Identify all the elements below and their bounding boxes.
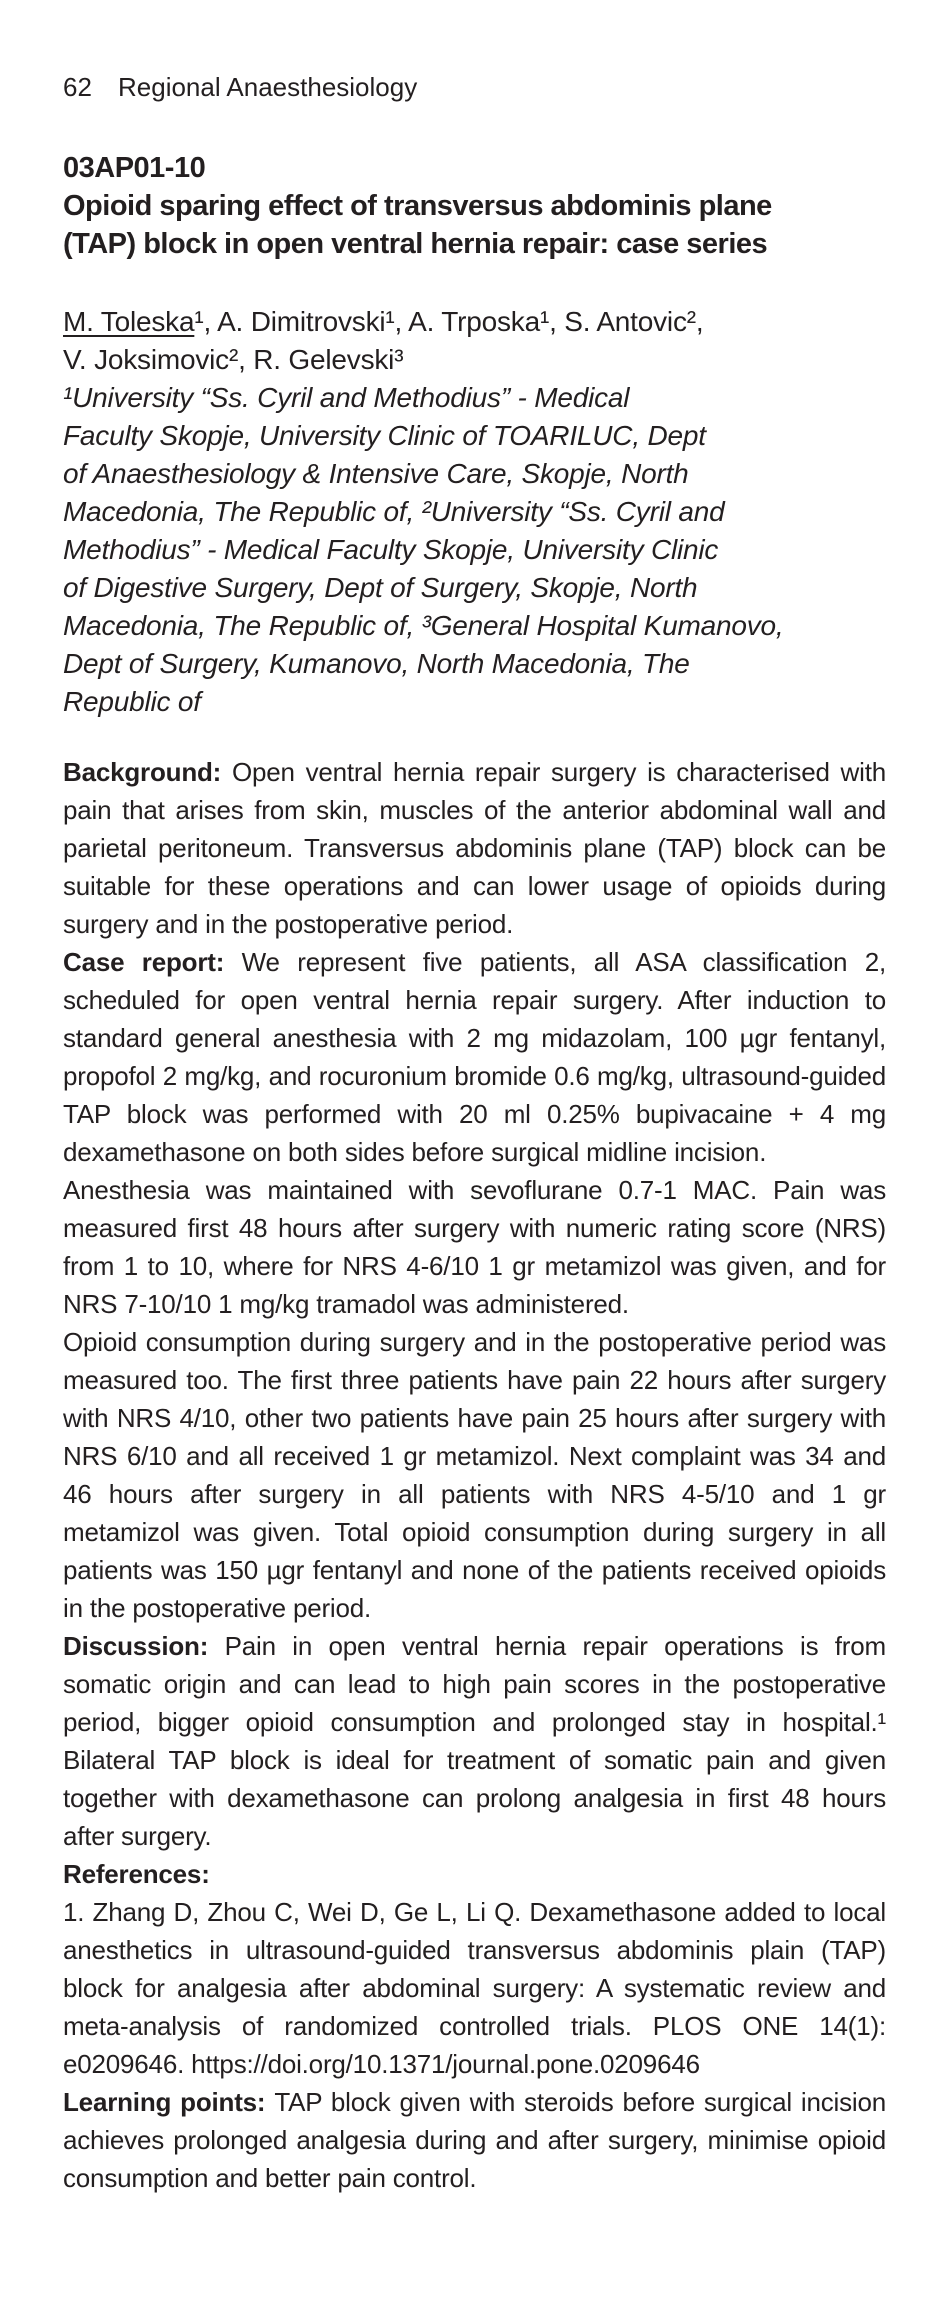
- author-line-1-rest: ¹, A. Dimitrovski¹, A. Trposka¹, S. Antovic²,: [194, 306, 704, 337]
- paragraph-references-heading: [63, 1855, 886, 1893]
- affiliation-line: Republic of: [63, 686, 201, 717]
- affiliation-line: Dept of Surgery, Kumanovo, North Macedonia, The: [63, 648, 690, 679]
- affiliation-list: [63, 379, 886, 721]
- case-report-label: Case report:: [63, 947, 242, 977]
- affiliation-line: Macedonia, The Republic of, ³General Hospital Kumanovo,: [63, 610, 784, 641]
- paragraph-discussion: [63, 1627, 886, 1855]
- opioid-consumption-text: Opioid consumption during surgery and in the postoperative period was measured too. The first three patients have pain 22 hours after surgery with NRS 4/10, other two patients have pain 25 hours after surgery with NRS 6/10 and all received 1 gr metamizol. Next complaint was 34 and 46 hours after surgery in all patients with NRS 4-5/10 and 1 gr metamizol was given. Total opioid consumption during surgery in all patients was 150 µgr fentanyl and none of the patients received opioids in the postoperative period.: [63, 1327, 886, 1623]
- author-list: [63, 303, 886, 379]
- paragraph-case-report: [63, 943, 886, 1171]
- reference-1-text: 1. Zhang D, Zhou C, Wei D, Ge L, Li Q. Dexamethasone added to local anesthetics in ultrasound-guided transversus abdominis plain (TAP) block for analgesia after abdominal surgery: A systematic review and meta-analysis of randomized controlled trials. PLOS ONE 14(1): e0209646. https://doi.org/10.1371/journal.pone.0209646: [63, 1897, 886, 2079]
- paragraph-reference-1: [63, 1893, 886, 2083]
- background-text: Open ventral hernia repair surgery is characterised with pain that arises from skin, muscles of the anterior abdominal wall and parietal peritoneum. Transversus abdominis plane (TAP) block can be suitable for these operations and can lower usage of opioids during surgery and in the postoperative period.: [63, 757, 886, 939]
- running-header: [63, 72, 886, 103]
- discussion-text: Pain in open ventral hernia repair operations is from somatic origin and can lead to high pain scores in the postoperative period, bigger opioid consumption and prolonged stay in hospital.¹ Bilateral TAP block is ideal for treatment of somatic pain and given together with dexamethasone can prolong analgesia in first 48 hours after surgery.: [63, 1631, 886, 1851]
- learning-points-text: TAP block given with steroids before surgical incision achieves prolonged analgesia during and after surgery, minimise opioid consumption and better pain control.: [63, 2087, 886, 2193]
- abstract-body: [63, 753, 886, 2197]
- author-line-2: V. Joksimovic², R. Gelevski³: [63, 344, 404, 375]
- paragraph-anesthesia: [63, 1171, 886, 1323]
- affiliation-line: of Anaesthesiology & Intensive Care, Skopje, North: [63, 458, 689, 489]
- case-report-text: We represent five patients, all ASA classification 2, scheduled for open ventral hernia repair surgery. After induction to standard general anesthesia with 2 mg midazolam, 100 µgr fentanyl, propofol 2 mg/kg, and rocuronium bromide 0.6 mg/kg, ultrasound-guided TAP block was performed with 20 ml 0.25% bupivacaine + 4 mg dexamethasone on both sides before surgical midline incision.: [63, 947, 887, 1167]
- affiliation-line: Macedonia, The Republic of, ²University “Ss. Cyril and: [63, 496, 725, 527]
- affiliation-line: of Digestive Surgery, Dept of Surgery, Skopje, North: [63, 572, 698, 603]
- abstract-title: Opioid sparing effect of transversus abdominis plane (TAP) block in open ventral hernia repair: case series: [63, 190, 772, 260]
- page-content: [63, 0, 886, 2197]
- abstract-id: 03AP01-10: [63, 152, 206, 184]
- section-title: Regional Anaesthesiology: [118, 72, 418, 102]
- abstract-heading: [63, 149, 886, 263]
- paragraph-learning-points: [63, 2083, 886, 2197]
- learning-points-label: Learning points:: [63, 2087, 275, 2117]
- paragraph-background: [63, 753, 886, 943]
- presenting-author: M. Toleska: [63, 306, 195, 337]
- discussion-label: Discussion:: [63, 1631, 225, 1661]
- affiliation-line: Faculty Skopje, University Clinic of TOARILUC, Dept: [63, 420, 706, 451]
- paragraph-opioid-consumption: [63, 1323, 886, 1627]
- references-label: References:: [63, 1859, 210, 1889]
- affiliation-line: ¹University “Ss. Cyril and Methodius” - Medical: [63, 382, 630, 413]
- background-label: Background:: [63, 757, 232, 787]
- anesthesia-text: Anesthesia was maintained with sevoflurane 0.7-1 MAC. Pain was measured first 48 hours after surgery with numeric rating score (NRS) from 1 to 10, where for NRS 4-6/10 1 gr metamizol was given, and for NRS 7-10/10 1 mg/kg tramadol was administered.: [63, 1175, 886, 1319]
- author-line-1: [63, 303, 886, 341]
- affiliation-line: Methodius” - Medical Faculty Skopje, University Clinic: [63, 534, 719, 565]
- page-number: 62: [63, 72, 92, 102]
